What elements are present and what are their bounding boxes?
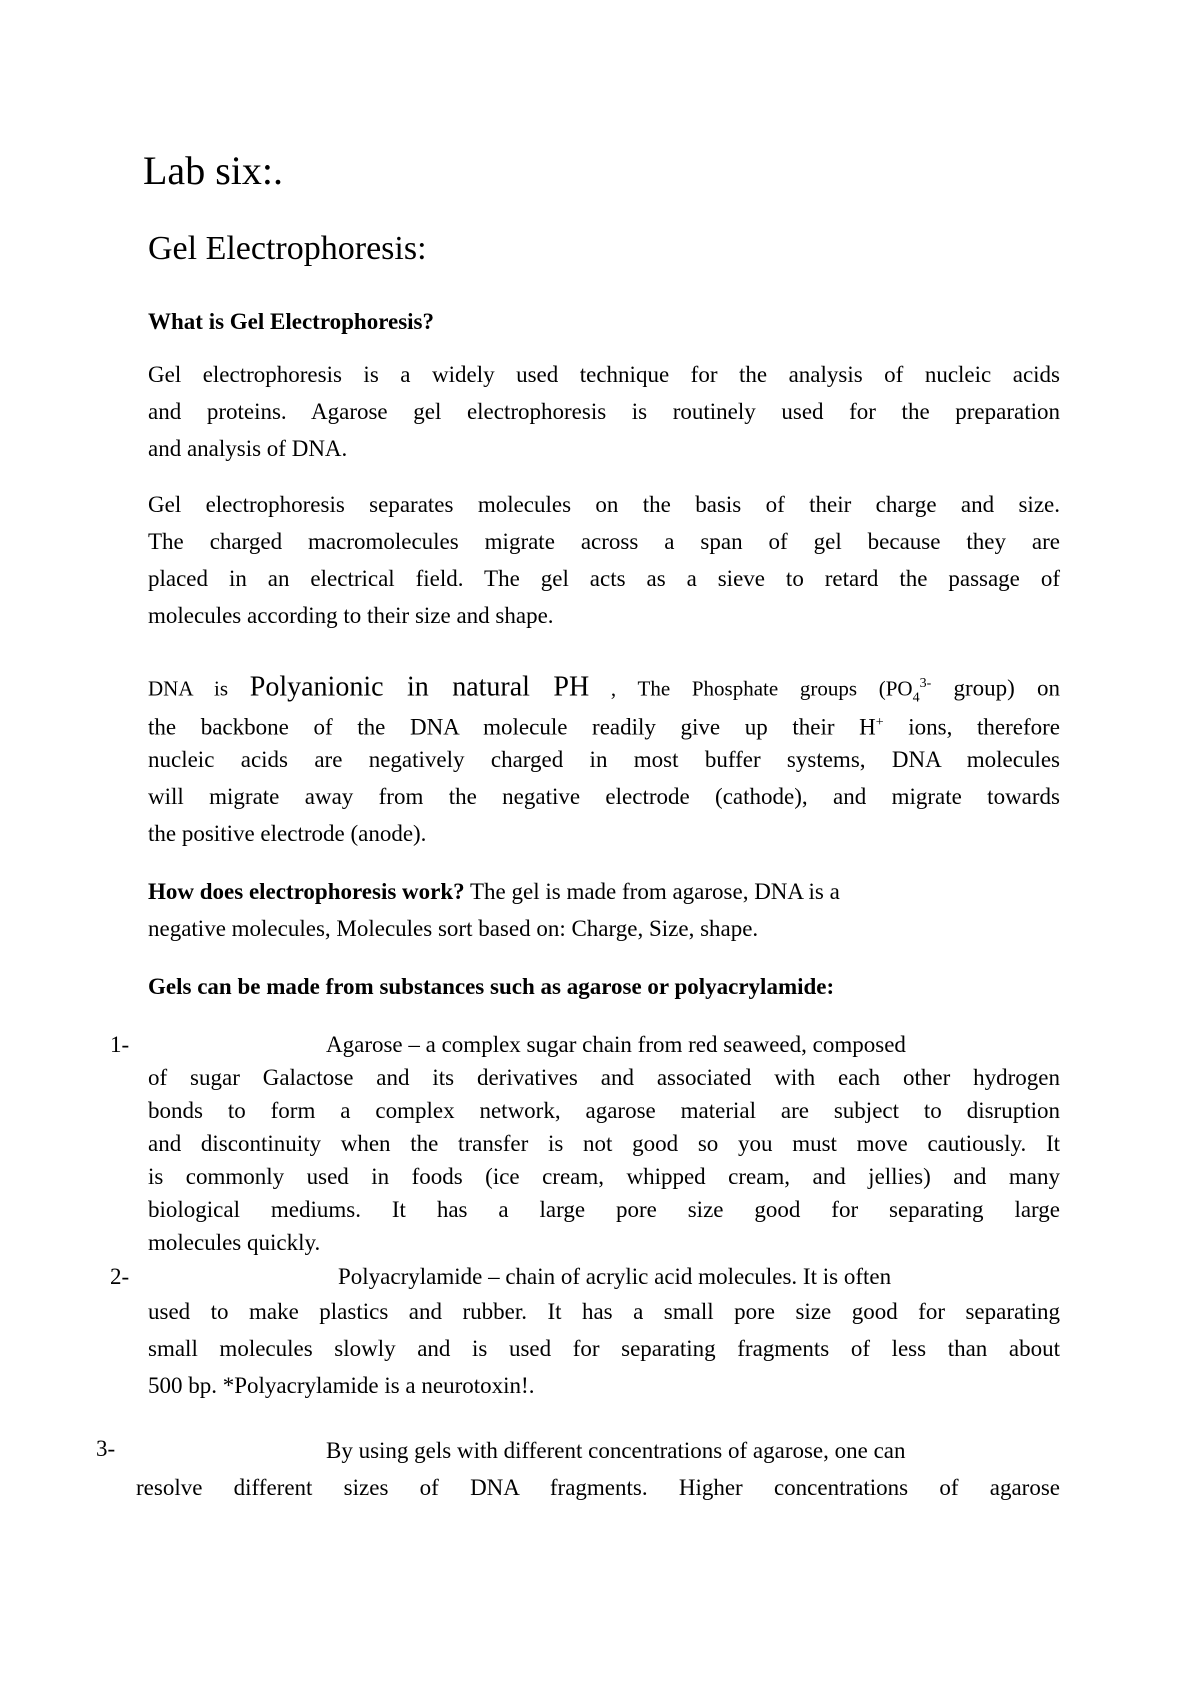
list-number: 1-	[110, 1032, 130, 1057]
section-title: Gel Electrophoresis:	[148, 230, 427, 267]
paragraph-dna-charge: DNA is Polyanionic in natural PH , The Phosphate groups ($PO_4^{3-}$ group) on the backbone of the DNA molecule readily give up their H+ ions, therefore nucleic acids are negatively charged in most buffer systems, DNA molecules will migrate away from the negative electrode (cathode), and migrate towards the positive electrode (anode).	[148, 671, 1060, 846]
list-item: By using gels with different concentrations of agarose, one can resolve different sizes of DNA fragments. Higher concentrations of agarose	[136, 1438, 1060, 1500]
list-number: 2-	[110, 1264, 130, 1289]
page-title: Lab six:.	[143, 148, 283, 193]
list-number: 3-	[96, 1436, 116, 1461]
paragraph-how-it-works: How does electrophoresis work? The gel is made from agarose, DNA is a negative molecules, Molecules sort based on: Charge, Size, shape.	[148, 879, 840, 941]
paragraph-separation: Gel electrophoresis separates molecules on the basis of their charge and size. The charged macromolecules migrate across a span of gel because they are placed in an electrical field. The gel acts as a sieve to retard the passage of molecules according to their size and shape.	[148, 492, 1060, 628]
list-item: Polyacrylamide – chain of acrylic acid molecules. It is often used to make plastics and rubber. It has a small pore size good for separating small molecules slowly and is used for separating fragments of less than about 500 bp. *Polyacrylamide is a neurotoxin!.	[148, 1264, 1060, 1398]
list-item: Agarose – a complex sugar chain from red seaweed, composed of sugar Galactose and its derivatives and associated with each other hydrogen bonds to form a complex network, agarose material are subject to disruption and discontinuity when the transfer is not good so you must move cautiously. It is commonly used in foods (ice cream, whipped cream, and jellies) and many biological mediums. It has a large pore size good for separating large molecules quickly.	[148, 1032, 1060, 1255]
paragraph-intro: Gel electrophoresis is a widely used technique for the analysis of nucleic acids and proteins. Agarose gel electrophoresis is routinely used for the preparation and analysis of DNA.	[148, 362, 1060, 461]
question-heading: What is Gel Electrophoresis?	[148, 309, 435, 334]
gels-heading: Gels can be made from substances such as agarose or polyacrylamide:	[148, 974, 835, 999]
